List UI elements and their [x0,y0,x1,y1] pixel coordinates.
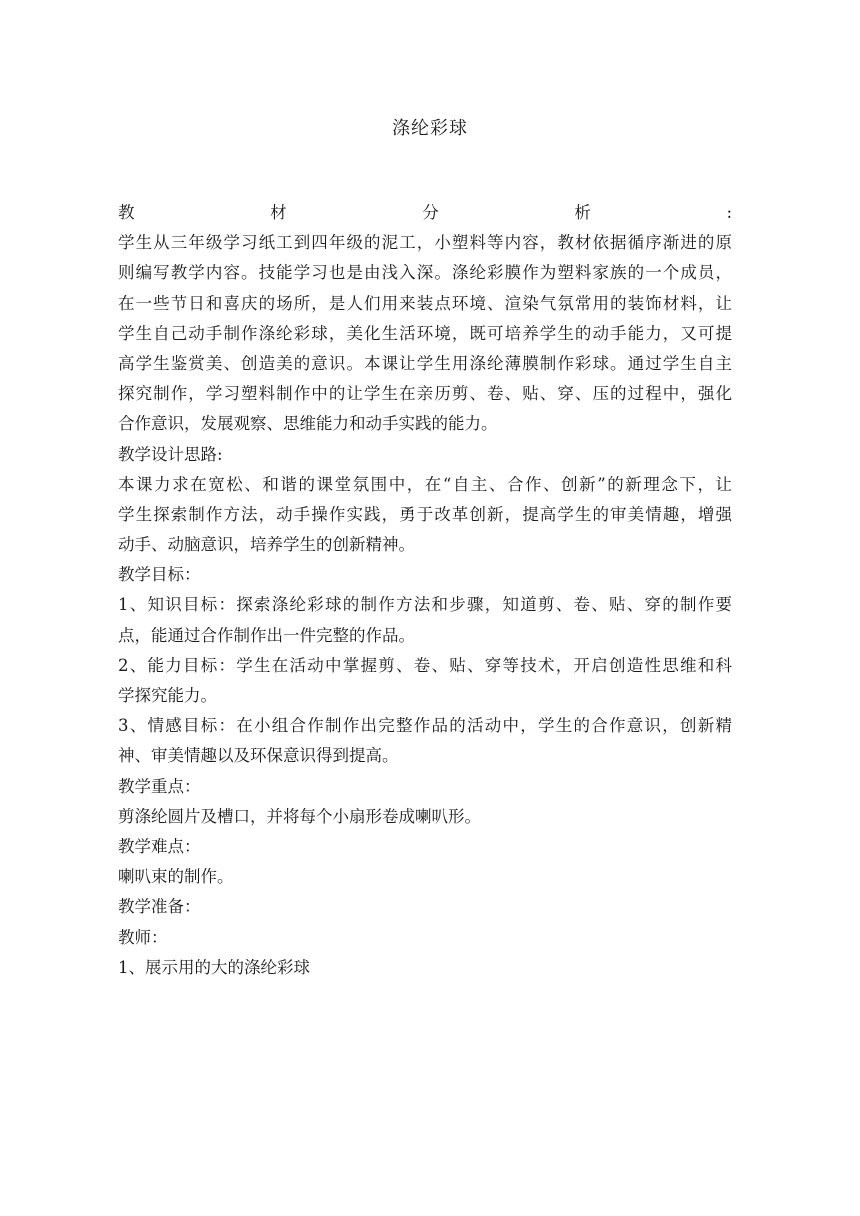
paragraph-line: 1、知识目标：探索涤纶彩球的制作方法和步骤，知道剪、卷、贴、穿的制作要 [118,595,732,615]
paragraph-line: 教师： [118,927,168,947]
paragraph-line: 剪涤纶圆片及槽口，并将每个小扇形卷成喇叭形。 [118,806,481,826]
paragraph-line: 学生从三年级学习纸工到四年级的泥工，小塑料等内容，教材依据循序渐进的原 [118,233,732,253]
document-body [118,198,732,983]
paragraph-line: 喇叭束的制作。 [118,867,234,887]
section-heading-key-points: 教学重点： [118,776,201,796]
section-heading-textbook-analysis: 教材分析: [118,203,732,222]
paragraph-line: 高学生鉴赏美、创造美的意识。本课让学生用涤纶薄膜制作彩球。通过学生自主 [118,353,732,373]
paragraph-line: 点，能通过合作制作出一件完整的作品。 [118,625,415,645]
section-heading-preparation: 教学准备： [118,897,201,917]
paragraph-line: 学探究能力。 [118,686,217,705]
paragraph-line: 2、能力目标：学生在活动中掌握剪、卷、贴、穿等技术，开启创造性思维和科 [118,655,732,675]
section-heading-objectives: 教学目标： [118,565,201,585]
paragraph-line: 3、情感目标：在小组合作制作出完整作品的活动中，学生的合作意识，创新精 [118,716,732,736]
paragraph-line: 则编写教学内容。技能学习也是由浅入深。涤纶彩膜作为塑料家族的一个成员， [118,263,732,283]
paragraph-line: 本课力求在宽松、和谐的课堂氛围中，在“自主、合作、创新”的新理念下，让 [118,474,732,494]
paragraph-line: 在一些节日和喜庆的场所，是人们用来装点环境、渲染气氛常用的装饰材料，让 [118,293,732,313]
paragraph-line: 神、审美情趣以及环保意识得到提高。 [118,746,399,766]
paragraph-line: 动手、动脑意识，培养学生的创新精神。 [118,535,415,555]
document-title: 涤纶彩球 [392,118,468,139]
paragraph-line: 1、展示用的大的涤纶彩球 [118,957,310,977]
paragraph-line: 合作意识，发展观察、思维能力和动手实践的能力。 [118,414,498,434]
paragraph-line: 探究制作，学习塑料制作中的让学生在亲历剪、卷、贴、穿、压的过程中，强化 [118,384,732,404]
paragraph-line: 学生自己动手制作涤纶彩球，美化生活环境，既可培养学生的动手能力，又可提 [118,323,732,343]
paragraph-line: 学生探索制作方法，动手操作实践，勇于改革创新，提高学生的审美情趣，增强 [118,504,732,524]
section-heading-difficulties: 教学难点： [118,836,201,856]
section-heading-design-idea: 教学设计思路: [118,444,223,464]
